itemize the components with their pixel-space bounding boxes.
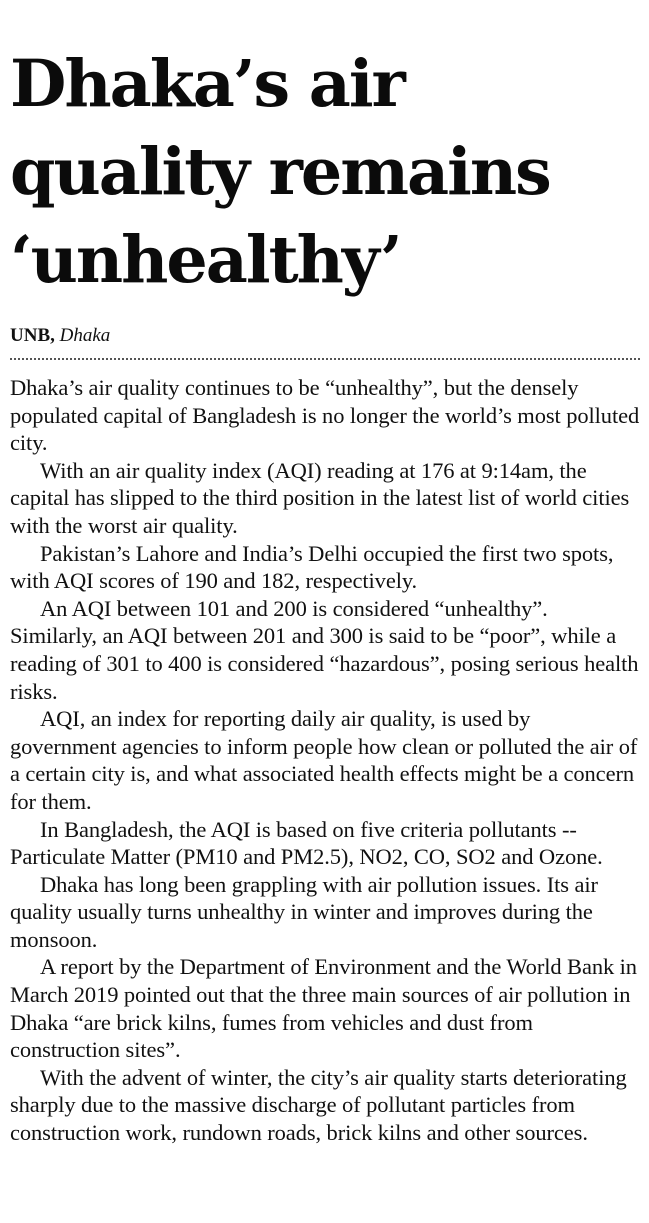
paragraph: With the advent of winter, the city’s air quality starts deteriorating sharply due to the massive discharge of pollutant particles from construction work, rundown roads, brick kilns and other sources.	[10, 1064, 627, 1146]
headline-line: Dhaka’s air	[10, 46, 404, 122]
paragraph: With an air quality index (AQI) reading at 176 at 9:14am, the capital has slipped to the third position in the latest list of world cities with the worst air quality.	[10, 457, 630, 538]
headline-line: ‘unhealthy’	[10, 222, 401, 298]
paragraph: An AQI between 101 and 200 is considered “unhealthy”. Similarly, an AQI between 201 and 300 is said to be “poor”, while a reading of 301 to 400 is considered “hazardous”, posing serious health risks.	[10, 595, 639, 704]
headline	[10, 0, 640, 304]
byline-agency: UNB,	[10, 325, 55, 346]
article-body	[10, 374, 640, 1147]
paragraph: Dhaka’s air quality continues to be “unhealthy”, but the densely populated capital of Bangladesh is no longer the world’s most polluted city.	[10, 375, 640, 456]
dotted-divider	[10, 358, 640, 360]
paragraph: Pakistan’s Lahore and India’s Delhi occupied the first two spots, with AQI scores of 190 and 182, respectively.	[10, 540, 614, 594]
paragraph: Dhaka has long been grappling with air pollution issues. Its air quality usually turns unhealthy in winter and improves during the monsoon.	[10, 871, 598, 952]
paragraph: A report by the Department of Environment and the World Bank in March 2019 pointed out that the three main sources of air pollution in Dhaka “are brick kilns, fumes from vehicles and dust from construction sites”.	[10, 954, 637, 1063]
paragraph: AQI, an index for reporting daily air quality, is used by government agencies to inform people how clean or polluted the air of a certain city is, and what associated health effects might be a concern for them.	[10, 706, 638, 814]
headline-line: quality remains	[10, 134, 550, 210]
paragraph: In Bangladesh, the AQI is based on five criteria pollutants -- Particulate Matter (PM10 and PM2.5), NO2, CO, SO2 and Ozone.	[10, 816, 603, 870]
byline	[10, 324, 640, 348]
news-article	[10, 0, 640, 1147]
byline-place: Dhaka	[59, 325, 111, 346]
